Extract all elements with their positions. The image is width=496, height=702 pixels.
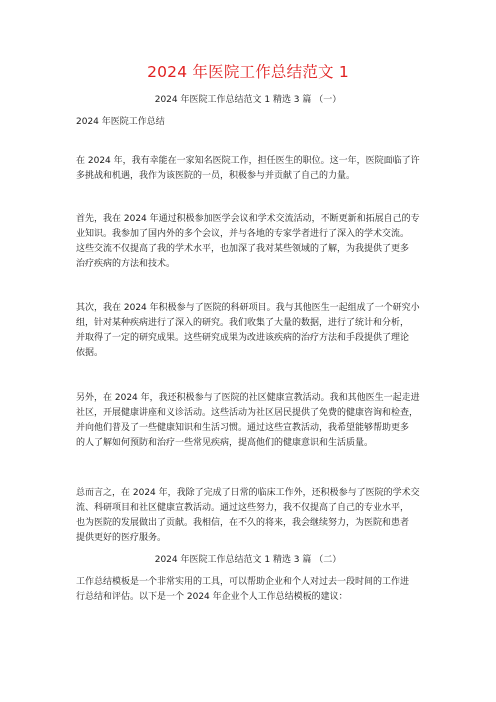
section-subtitle-2: 2024 年医院工作总结范文 1 精选 3 篇 （二）: [154, 555, 342, 565]
paragraph-line: 社区，开展健康讲座和义诊活动。这些活动为社区居民提供了免费的健康咨询和检查，: [76, 408, 419, 418]
paragraph-line: 的人了解如何预防和治疗一些常见疾病，提高他们的健康意识和生活质量。: [76, 438, 374, 448]
paragraph-line: 总而言之，在 2024 年，我除了完成了日常的临床工作外，还积极参与了医院的学术交: [76, 488, 420, 498]
paragraph-line: 工作总结模板是一个非常实用的工具，可以帮助企业和个人对过去一段时间的工作进: [76, 577, 410, 587]
paragraph-line: 并取得了一定的研究成果。这些研究成果为改进该疾病的治疗方法和手段提供了理论: [76, 333, 410, 343]
paragraph-line: 组，针对某种疾病进行了深入的研究。我们收集了大量的数据，进行了统计和分析，: [76, 318, 410, 328]
paragraph-1: [76, 154, 432, 184]
paragraph-6: [76, 575, 432, 605]
paragraph-line: 这些交流不仅提高了我的学术水平，也加深了我对某些领域的了解，为我提供了更多: [76, 244, 410, 254]
paragraph-line: 提供更好的医疗服务。: [76, 533, 167, 543]
paragraph-line: 业知识。我参加了国内外的多个会议，并与各地的专家学者进行了深入的学术交流。: [76, 229, 410, 239]
paragraph-line: 治疗疾病的方法和技术。: [76, 259, 176, 269]
paragraph-line: 另外，在 2024 年，我还积极参与了医院的社区健康宣教活动。我和其他医生一起走进: [76, 393, 420, 403]
paragraph-5: [76, 486, 432, 546]
document-title: 2024 年医院工作总结范文 1: [147, 63, 349, 81]
paragraph-line: 流、科研项目和社区健康宣教活动。通过这些努力，我不仅提高了自己的专业水平，: [76, 503, 410, 513]
paragraph-2: [76, 212, 432, 272]
section-subtitle-1: 2024 年医院工作总结范文 1 精选 3 篇 （一）: [154, 95, 342, 105]
paragraph-line: 其次，我在 2024 年积极参与了医院的科研项目。我与其他医生一起组成了一个研究小: [76, 303, 420, 313]
section-heading: 2024 年医院工作总结: [76, 117, 165, 127]
paragraph-line: 在 2024 年，我有幸能在一家知名医院工作，担任医生的职位。这一年，医院面临了许: [76, 156, 420, 166]
paragraph-line: 也为医院的发展做出了贡献。我相信，在不久的将来，我会继续努力，为医院和患者: [76, 518, 410, 528]
paragraph-line: 多挑战和机遇，我作为该医院的一员，积极参与并贡献了自己的力量。: [76, 171, 356, 181]
paragraph-line: 首先，我在 2024 年通过积极参加医学会议和学术交流活动，不断更新和拓展自己的专: [76, 214, 420, 224]
paragraph-line: 行总结和评估。以下是一个 2024 年企业个人工作总结模板的建议：: [76, 592, 348, 602]
paragraph-4: [76, 391, 432, 451]
paragraph-line: 依据。: [76, 348, 104, 358]
paragraph-line: 并向他们普及了一些健康知识和生活习惯。通过这些宣教活动，我希望能够帮助更多: [76, 423, 410, 433]
paragraph-3: [76, 301, 432, 361]
